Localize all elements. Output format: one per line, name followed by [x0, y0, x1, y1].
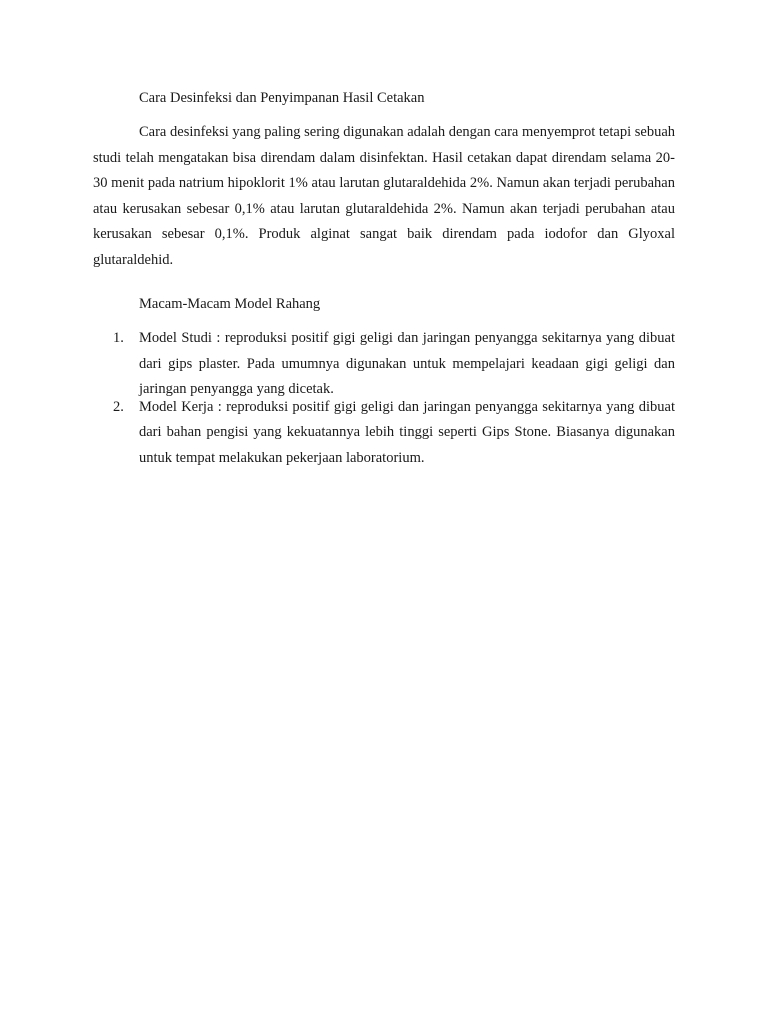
list-item	[93, 395, 675, 472]
jaw-model-list	[93, 326, 675, 471]
list-item-text: Model Studi : reproduksi positif gigi geligi dan jaringan penyangga sekitarnya yang dibuat dari gips plaster. Pada umumnya digunakan untuk mempelajari keadaan gigi geligi dan jaringan penyangga yang dicetak.	[139, 330, 675, 397]
list-item-number: 2.	[113, 398, 124, 415]
list-item	[93, 326, 675, 403]
paragraph-disinfection: Cara desinfeksi yang paling sering digunakan adalah dengan cara menyemprot tetapi sebuah studi telah mengatakan bisa direndam dalam disinfektan. Hasil cetakan dapat direndam selama 20-30 menit pada natrium hipoklorit 1% atau larutan glutaraldehida 2%. Namun akan terjadi perubahan atau kerusakan sebesar 0,1% atau larutan glutaraldehida 2%. Namun akan terjadi perubahan atau kerusakan sebesar 0,1%. Produk alginat sangat baik direndam pada iodofor dan Glyoxal glutaraldehid.	[93, 124, 675, 268]
section-heading-jaw-models: Macam-Macam Model Rahang	[139, 296, 321, 312]
list-item-text: Model Kerja : reproduksi positif gigi geligi dan jaringan penyangga sekitarnya yang dibuat dari bahan pengisi yang kekuatannya lebih tinggi seperti Gips Stone. Biasanya digunakan untuk tempat melakukan pekerjaan laboratorium.	[139, 398, 675, 466]
section-heading-disinfection: Cara Desinfeksi dan Penyimpanan Hasil Cetakan	[139, 90, 425, 106]
document-body	[93, 86, 675, 471]
list-item-number: 1.	[113, 330, 124, 346]
